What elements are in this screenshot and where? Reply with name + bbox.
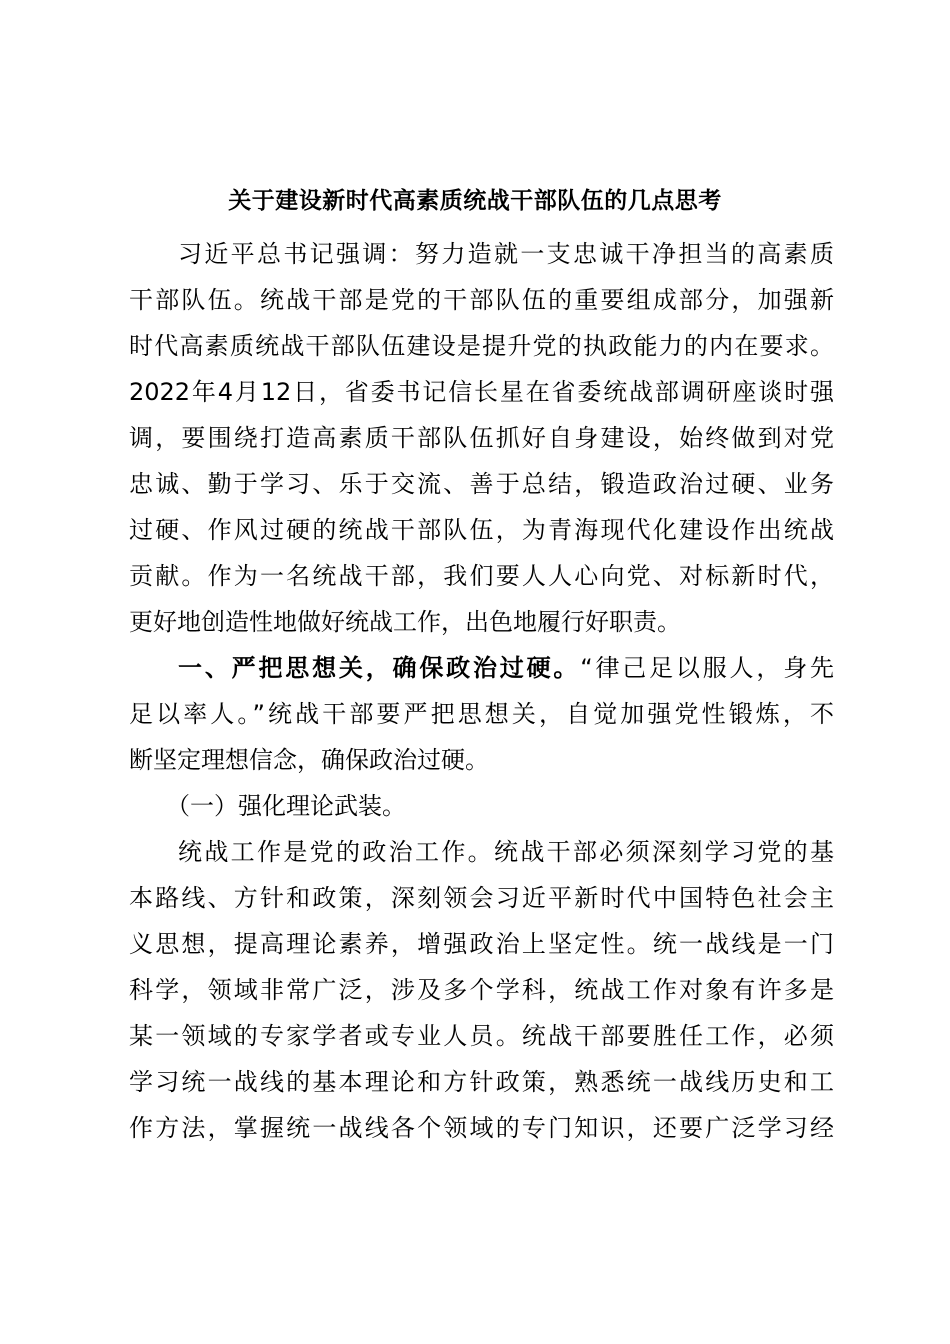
section-heading: 一、严把思想关，确保政治过硬。 (178, 654, 581, 682)
paragraph-line: 更好地创造性地做好统战工作，出色地履行好职责。 (129, 608, 681, 636)
paragraph-line: 过硬、作风过硬的统战干部队伍，为青海现代化建设作出统战 (129, 516, 834, 544)
paragraph-line: 义思想，提高理论素养，增强政治上坚定性。统一战线是一门 (129, 930, 834, 958)
paragraph-line: 断坚定理想信念，确保政治过硬。 (129, 746, 489, 774)
subsection-heading: （一）强化理论武装。 (166, 792, 406, 820)
paragraph-line: 习近平总书记强调：努力造就一支忠诚干净担当的高素质 (178, 240, 834, 268)
paragraph-line: 作方法，掌握统一战线各个领域的专门知识，还要广泛学习经 (129, 1114, 834, 1142)
paragraph-line: 本路线、方针和政策，深刻领会习近平新时代中国特色社会主 (129, 884, 834, 912)
paragraph-line: 足以率人。”统战干部要严把思想关，自觉加强党性锻炼，不 (129, 700, 834, 728)
paragraph-line: 调，要围绕打造高素质干部队伍抓好自身建设，始终做到对党 (129, 424, 834, 452)
paragraph-line: 科学，领域非常广泛，涉及多个学科，统战工作对象有许多是 (129, 976, 834, 1004)
document-title: 关于建设新时代高素质统战干部队伍的几点思考 (228, 187, 722, 214)
paragraph-line: 忠诚、勤于学习、乐于交流、善于总结，锻造政治过硬、业务 (129, 470, 834, 498)
paragraph-line: 某一领域的专家学者或专业人员。统战干部要胜任工作，必须 (129, 1022, 834, 1050)
paragraph-line: 贡献。作为一名统战干部，我们要人人心向党、对标新时代， (129, 562, 834, 590)
paragraph-line: 学习统一战线的基本理论和方针政策，熟悉统一战线历史和工 (129, 1068, 834, 1096)
section-heading-text: “律己足以服人，身先 (580, 654, 835, 682)
paragraph-line: 时代高素质统战干部队伍建设是提升党的执政能力的内在要求。 (129, 332, 834, 360)
paragraph-line: 干部队伍。统战干部是党的干部队伍的重要组成部分，加强新 (129, 286, 834, 314)
paragraph-line: 统战工作是党的政治工作。统战干部必须深刻学习党的基 (178, 838, 834, 866)
paragraph-line: 2022年4月12日，省委书记信长星在省委统战部调研座谈时强 (129, 378, 834, 406)
section-heading-line (178, 645, 834, 691)
